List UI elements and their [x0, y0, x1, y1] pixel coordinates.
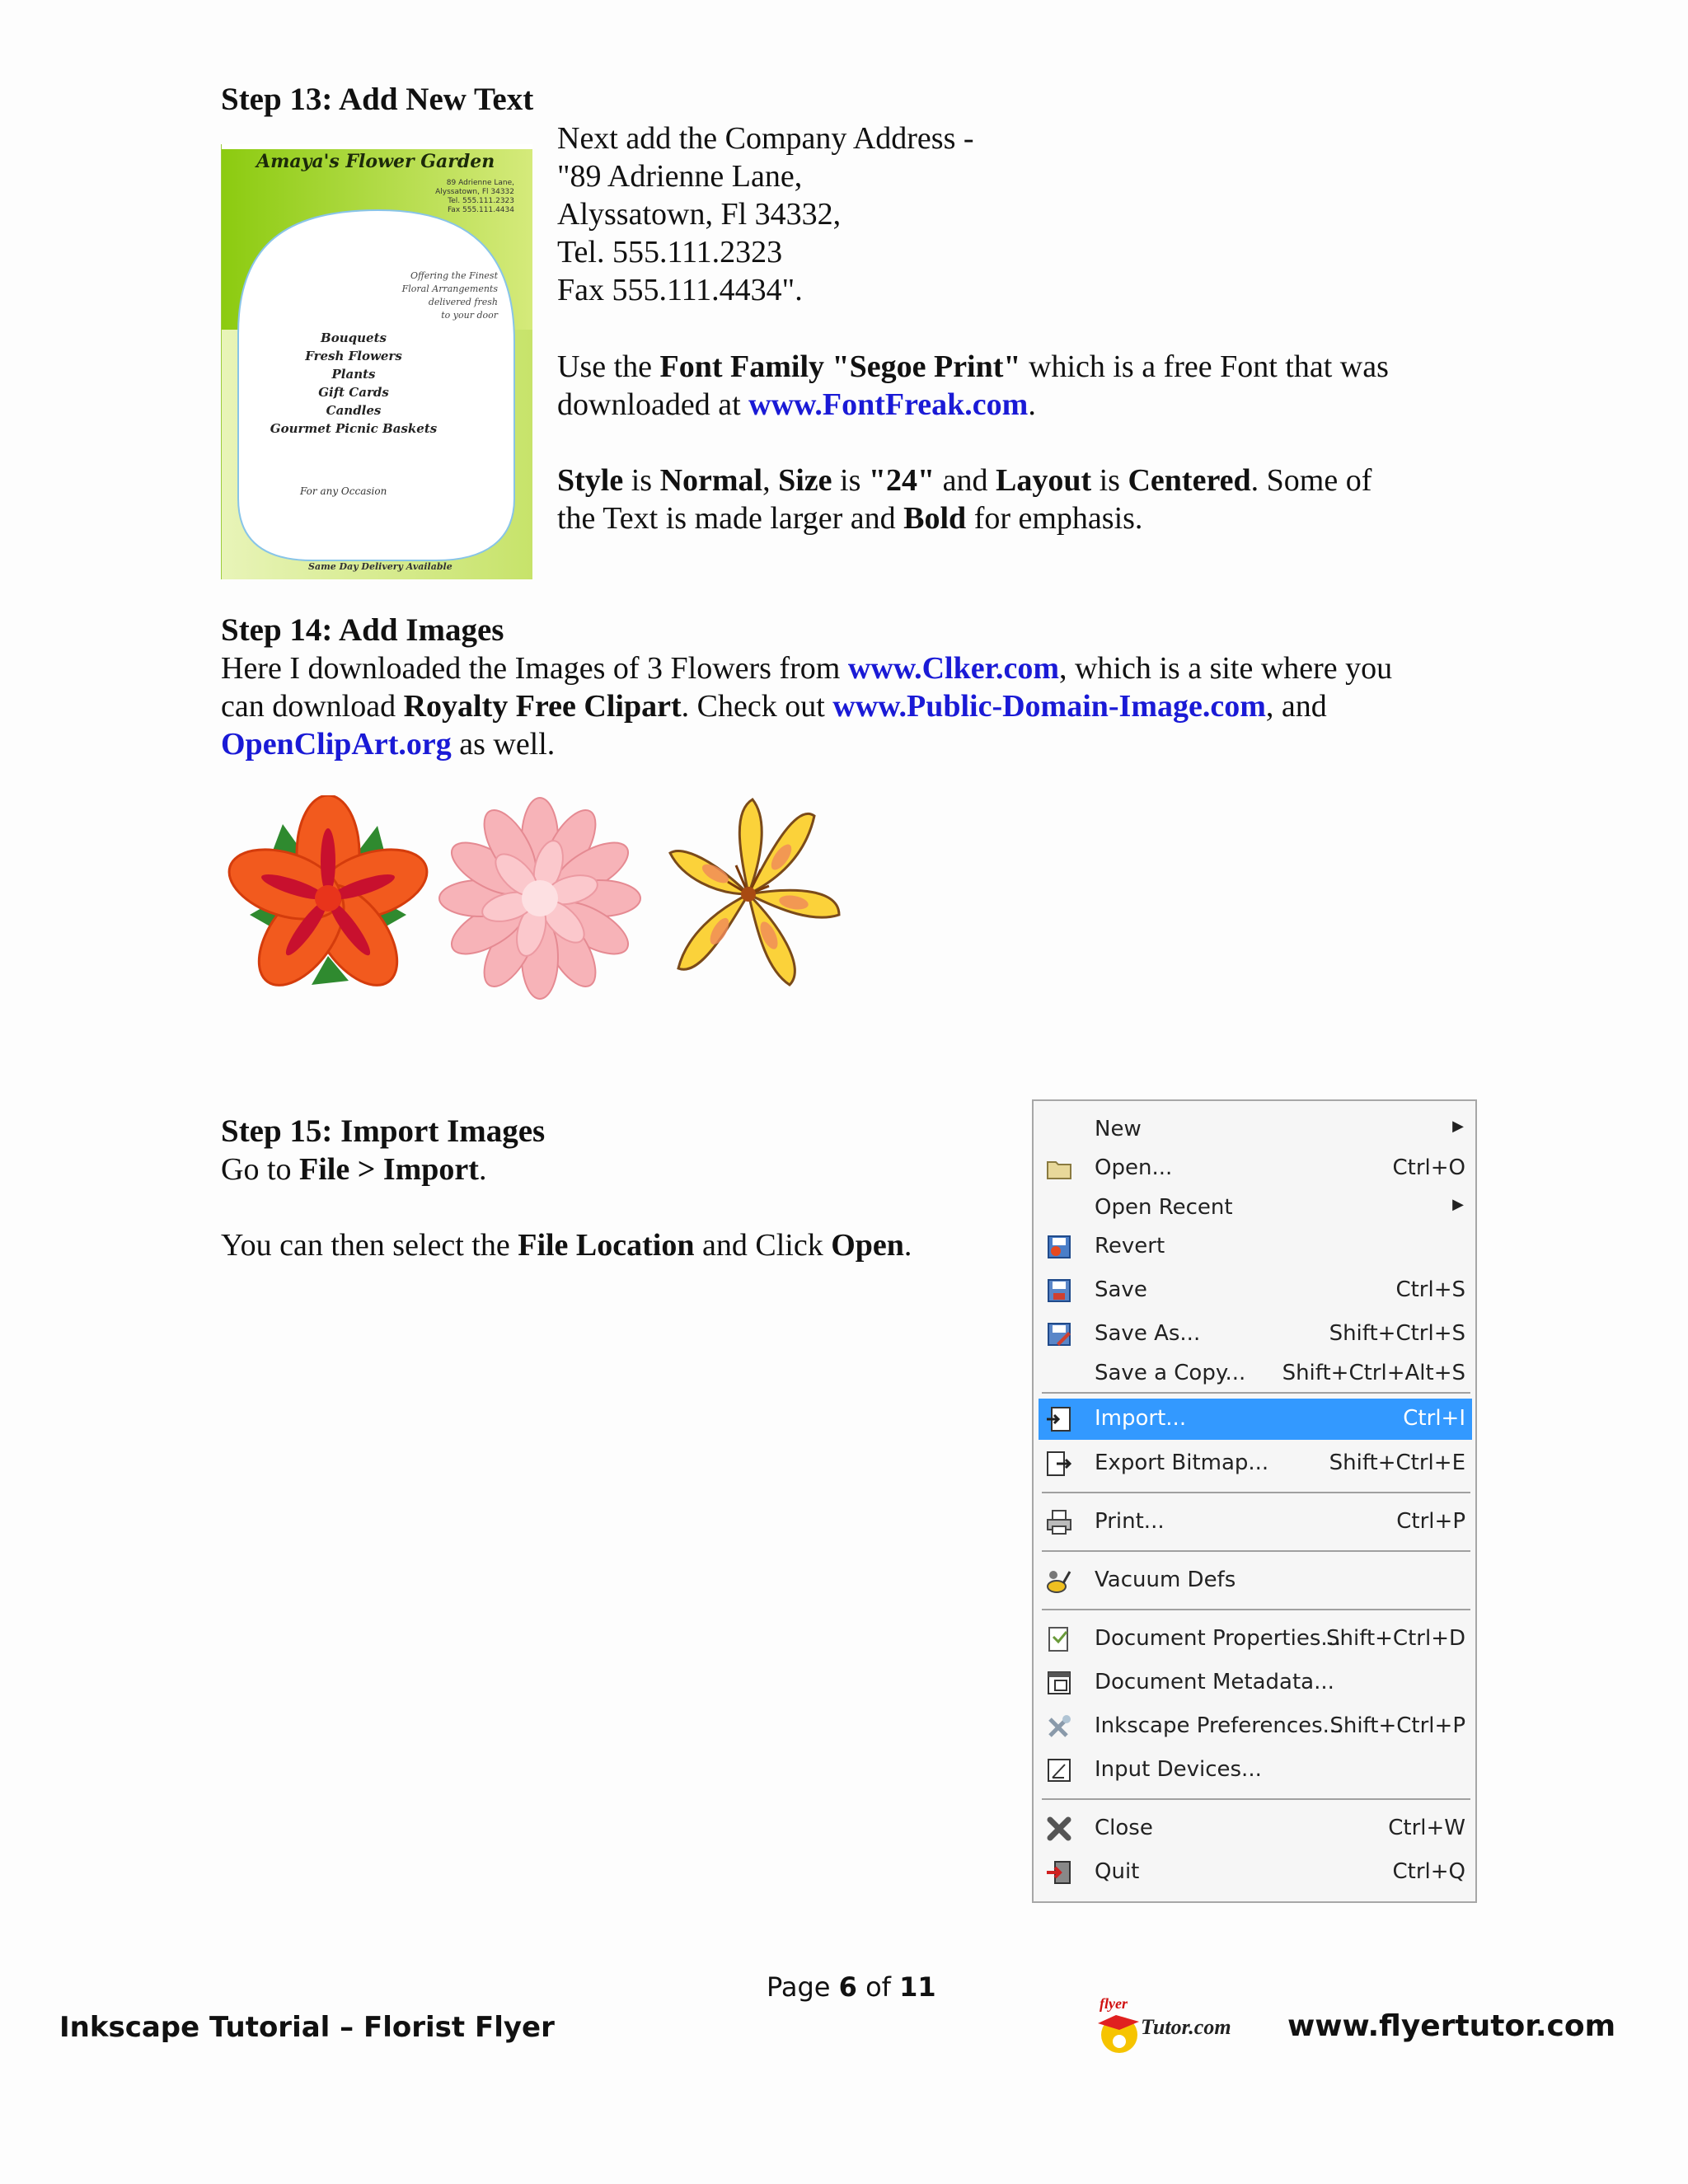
text: is: [1091, 463, 1128, 498]
menu-separator: [1042, 1550, 1470, 1552]
menu-item-shortcut: Shift+Ctrl+Alt+S: [1282, 1361, 1465, 1385]
menu-item-label: Close: [1095, 1816, 1153, 1840]
menu-item-label: Open...: [1095, 1155, 1173, 1180]
text: , and: [1265, 689, 1327, 724]
flyer-offer-line: Floral Arrangements: [401, 284, 498, 294]
menu-item-label: Import...: [1095, 1406, 1187, 1431]
text: Go to: [221, 1152, 299, 1187]
revert-icon: [1045, 1233, 1073, 1261]
menu-item-new[interactable]: [1039, 1109, 1472, 1149]
text: is: [623, 463, 660, 498]
flyer-offer-line: delivered fresh: [428, 297, 498, 307]
flyer-items: [230, 329, 477, 438]
text: Bold: [903, 501, 967, 536]
menu-item-label: Document Metadata...: [1095, 1670, 1334, 1694]
address-line: Alyssatown, Fl 34332,: [557, 197, 842, 232]
text: You can then select the: [221, 1228, 518, 1263]
openclipart-link[interactable]: OpenClipArt.org: [221, 727, 452, 762]
save-icon: [1045, 1277, 1073, 1305]
flyer-item: Candles: [326, 403, 382, 418]
menu-item-shortcut: Shift+Ctrl+E: [1329, 1451, 1465, 1475]
menu-item-label: Save: [1095, 1277, 1147, 1302]
text: Here I downloaded the Images of 3 Flowers from: [221, 651, 848, 686]
menu-separator: [1042, 1392, 1470, 1394]
step15-heading: Step 15: Import Images: [221, 1113, 546, 1149]
flyer-address-line: Fax 555.111.4434: [447, 206, 514, 214]
step15-line1: [221, 1151, 486, 1188]
text: , which is a site where you: [1058, 651, 1393, 686]
flyertutor-logo: [1090, 1995, 1271, 2056]
menu-item-save[interactable]: [1039, 1270, 1472, 1310]
text: . Check out: [681, 689, 833, 724]
menu-item-document-properties[interactable]: [1039, 1619, 1472, 1658]
text: Page: [767, 1971, 839, 2003]
menu-item-label: Save a Copy...: [1095, 1361, 1246, 1385]
text: ,: [762, 463, 779, 498]
menu-item-shortcut: Ctrl+P: [1396, 1509, 1465, 1534]
input-devices-icon: [1045, 1756, 1073, 1784]
step13-heading: Step 13: Add New Text: [221, 82, 534, 117]
text: Style: [557, 463, 624, 498]
text: Normal: [659, 463, 763, 498]
menu-item-shortcut: Ctrl+O: [1392, 1155, 1465, 1180]
menu-item-open-recent[interactable]: [1039, 1188, 1472, 1227]
page-number: [767, 1971, 936, 2003]
menu-item-save-as[interactable]: [1039, 1314, 1472, 1353]
submenu-arrow-icon: ▶: [1452, 1196, 1464, 1213]
step13-style-paragraph: [557, 462, 1497, 537]
menu-item-label: Print...: [1095, 1509, 1165, 1534]
menu-item-label: Input Devices...: [1095, 1757, 1262, 1782]
footer-title: Inkscape Tutorial – Florist Flyer: [59, 2011, 555, 2044]
flyer-delivery: Same Day Delivery Available: [308, 561, 452, 572]
menu-separator: [1042, 1492, 1470, 1493]
clker-link[interactable]: www.Clker.com: [847, 651, 1059, 686]
lily-flower-image: [670, 799, 839, 985]
menu-item-shortcut: Ctrl+Q: [1392, 1859, 1465, 1884]
text: can download: [221, 689, 404, 724]
preferences-icon: [1045, 1713, 1073, 1741]
flyer-thumbnail: [221, 144, 532, 579]
save-as-icon: [1045, 1320, 1073, 1348]
quit-icon: [1045, 1858, 1073, 1886]
close-icon: [1045, 1815, 1073, 1843]
text: for emphasis.: [966, 501, 1143, 536]
menu-item-label: Quit: [1095, 1859, 1140, 1884]
menu-item-label: Vacuum Defs: [1095, 1568, 1236, 1592]
footer-url[interactable]: www.flyertutor.com: [1287, 2009, 1616, 2043]
address-line: "89 Adrienne Lane,: [557, 159, 803, 194]
text: .: [1028, 387, 1036, 422]
menu-item-label: Export Bitmap...: [1095, 1451, 1269, 1475]
flyer-offer: [402, 269, 498, 322]
menu-item-document-metadata[interactable]: [1039, 1662, 1472, 1702]
menu-item-shortcut: Ctrl+S: [1395, 1277, 1465, 1302]
menu-item-save-a-copy[interactable]: [1039, 1353, 1472, 1393]
menu-item-open[interactable]: [1039, 1148, 1472, 1188]
text: .: [903, 1228, 912, 1263]
menu-item-shortcut: Ctrl+I: [1403, 1406, 1465, 1431]
flyer-offer-line: to your door: [441, 310, 498, 321]
flyer-address-line: Alyssatown, Fl 34332: [435, 188, 514, 196]
text: and: [935, 463, 996, 498]
flyer-item: Fresh Flowers: [305, 349, 402, 363]
flyer-item: Plants: [331, 367, 376, 382]
menu-item-shortcut: Shift+Ctrl+D: [1326, 1626, 1465, 1651]
menu-item-label: Inkscape Preferences...: [1095, 1713, 1343, 1738]
flyer-occasion: For any Occasion: [300, 485, 387, 497]
menu-item-label: Document Properties...: [1095, 1626, 1342, 1651]
address-line: Next add the Company Address -: [557, 121, 974, 156]
text: which is a free Font that was: [1020, 349, 1389, 384]
flyer-offer-line: Offering the Finest: [410, 270, 498, 281]
text: as well.: [451, 727, 556, 762]
text: Royalty Free Clipart: [403, 689, 682, 724]
menu-item-import[interactable]: [1039, 1399, 1472, 1440]
menu-item-export-bitmap[interactable]: [1039, 1443, 1472, 1483]
menu-item-label: Open Recent: [1095, 1195, 1233, 1220]
pink-flower-image: [439, 798, 640, 999]
step14-paragraph: [221, 649, 1507, 763]
menu-item-quit[interactable]: [1039, 1852, 1472, 1891]
logo-top-text: flyer: [1100, 1995, 1128, 2012]
text: Size: [778, 463, 832, 498]
text: "24": [868, 463, 935, 498]
flyer-item: Gourmet Picnic Baskets: [270, 421, 438, 436]
text: and Click: [694, 1228, 832, 1263]
logo-text: Tutor.com: [1141, 2015, 1231, 2039]
step14-heading: Step 14: Add Images: [221, 612, 504, 648]
step13-address-block: [557, 120, 974, 309]
text: is: [832, 463, 869, 498]
file-menu: [1032, 1099, 1477, 1903]
text: . Some of: [1250, 463, 1372, 498]
document-properties-icon: [1045, 1625, 1073, 1653]
address-line: Fax 555.111.4434".: [557, 273, 803, 307]
menu-item-shortcut: Ctrl+W: [1388, 1816, 1465, 1840]
menu-item-label: Revert: [1095, 1234, 1165, 1258]
menu-separator: [1042, 1798, 1470, 1800]
step15-line2: [221, 1226, 912, 1264]
folder-icon: [1045, 1155, 1073, 1183]
text: downloaded at: [557, 387, 749, 422]
flyer-item: Gift Cards: [318, 385, 389, 400]
flyer-address: [435, 179, 514, 215]
export-icon: [1045, 1450, 1073, 1478]
text: Centered: [1128, 463, 1251, 498]
menu-item-print[interactable]: [1039, 1502, 1472, 1541]
fontfreak-link[interactable]: www.FontFreak.com: [748, 387, 1029, 422]
public-domain-image-link[interactable]: www.Public-Domain-Image.com: [832, 689, 1266, 724]
flower-images: [221, 795, 864, 1011]
menu-item-inkscape-preferences[interactable]: [1039, 1706, 1472, 1746]
menu-item-shortcut: Shift+Ctrl+S: [1329, 1321, 1465, 1346]
address-line: Tel. 555.111.2323: [557, 235, 783, 269]
submenu-arrow-icon: ▶: [1452, 1118, 1464, 1135]
text: File Location: [518, 1228, 695, 1263]
menu-item-vacuum-defs[interactable]: [1039, 1560, 1472, 1600]
current-page: 6: [838, 1971, 857, 2003]
import-icon: [1045, 1405, 1073, 1433]
flyer-address-line: Tel. 555.111.2323: [448, 197, 514, 205]
menu-item-label: New: [1095, 1117, 1142, 1141]
vacuum-icon: [1045, 1567, 1073, 1595]
orange-flower-image: [221, 795, 436, 1000]
text: the Text is made larger and: [557, 501, 904, 536]
print-icon: [1045, 1508, 1073, 1536]
menu-item-shortcut: Shift+Ctrl+P: [1329, 1713, 1465, 1738]
font-family-text: Font Family "Segoe Print": [659, 349, 1021, 384]
flyer-title: Amaya's Flower Garden: [256, 151, 495, 172]
step13-font-paragraph: [557, 348, 1497, 424]
menu-item-label: Save As...: [1095, 1321, 1201, 1346]
menu-item-revert[interactable]: [1039, 1226, 1472, 1266]
text: of: [856, 1971, 900, 2003]
total-pages: 11: [899, 1971, 936, 2003]
text: Layout: [995, 463, 1092, 498]
menu-item-input-devices[interactable]: [1039, 1750, 1472, 1789]
flyer-address-line: 89 Adrienne Lane,: [446, 179, 514, 187]
metadata-icon: [1045, 1669, 1073, 1697]
menu-item-close[interactable]: [1039, 1808, 1472, 1848]
text: .: [478, 1152, 487, 1187]
text: Use the: [557, 349, 660, 384]
text: File > Import: [299, 1152, 479, 1187]
text: Open: [831, 1228, 904, 1263]
menu-separator: [1042, 1609, 1470, 1610]
flyer-item: Bouquets: [321, 330, 387, 345]
